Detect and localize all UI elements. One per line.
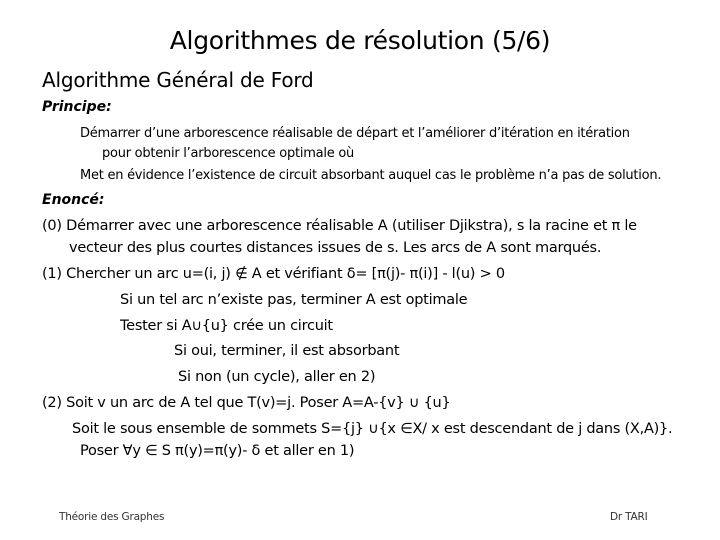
step-0-line-2: vecteur des plus courtes distances issues de s. Les arcs de A sont marqués. bbox=[69, 240, 602, 256]
step-1: (1) Chercher un arc u=(i, j) ∉ A et vérifiant δ= [π(j)- π(i)] - l(u) > 0 bbox=[42, 266, 505, 282]
footer-author: Dr TARI bbox=[610, 511, 648, 523]
principe-line-1: Démarrer d’une arborescence réalisable de départ et l’améliorer d’itération en itération bbox=[80, 126, 630, 141]
step-1-sub-c: Si oui, terminer, il est absorbant bbox=[174, 343, 400, 359]
enonce-heading: Enoncé: bbox=[42, 192, 105, 208]
step-1-sub-d: Si non (un cycle), aller en 2) bbox=[178, 369, 376, 385]
step-2: (2) Soit v un arc de A tel que T(v)=j. Poser A=A-{v} ∪ {u} bbox=[42, 395, 451, 411]
slide-title: Algorithmes de résolution (5/6) bbox=[169, 26, 551, 55]
step-2-sub-b: Poser ∀y ∈ S π(y)=π(y)- δ et aller en 1) bbox=[80, 443, 355, 459]
principe-line-2: pour obtenir l’arborescence optimale où bbox=[102, 146, 355, 161]
step-1-sub-b: Tester si A∪{u} crée un circuit bbox=[120, 318, 333, 334]
slide-subtitle: Algorithme Général de Ford bbox=[42, 68, 314, 92]
step-0-line-1: (0) Démarrer avec une arborescence réalisable A (utiliser Djikstra), s la racine et π le bbox=[42, 218, 637, 234]
step-1-sub-a: Si un tel arc n’existe pas, terminer A est optimale bbox=[120, 292, 468, 308]
step-2-sub-a: Soit le sous ensemble de sommets S={j} ∪{x ∈X/ x est descendant de j dans (X,A)}. bbox=[72, 421, 673, 437]
principe-line-3: Met en évidence l’existence de circuit absorbant auquel cas le problème n’a pas de solution. bbox=[80, 168, 662, 183]
principe-heading: Principe: bbox=[42, 99, 112, 115]
footer-course-name: Théorie des Graphes bbox=[59, 511, 165, 523]
